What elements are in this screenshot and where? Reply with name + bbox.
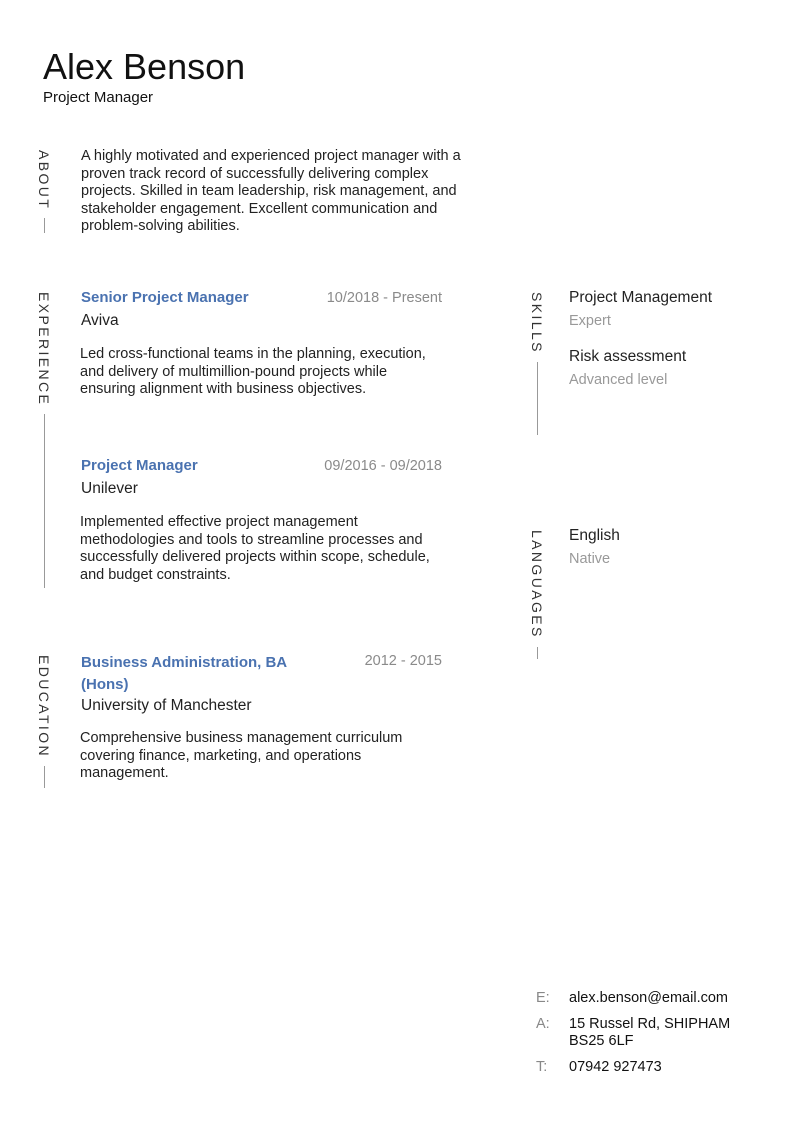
section-divider (44, 414, 45, 588)
skill-level: Expert (569, 313, 611, 329)
address-line-1: 15 Russel Rd, SHIPHAM (569, 1016, 731, 1032)
email-value[interactable]: alex.benson@email.com (569, 990, 728, 1006)
skill-name: Risk assessment (569, 348, 687, 365)
section-label-about (35, 150, 53, 233)
section-label-text: SKILLS (529, 292, 545, 354)
education-description: Comprehensive business management curriculum covering finance, marketing, and operations management. (80, 730, 403, 782)
section-divider (537, 647, 538, 659)
skill-name: Project Management (569, 289, 713, 306)
job-dates: 10/2018 - Present (326, 290, 442, 306)
phone-label: T: (536, 1059, 548, 1075)
company-name: Unilever (81, 480, 138, 497)
address-label: A: (536, 1016, 550, 1032)
candidate-title: Project Manager (43, 89, 154, 106)
job-dates: 09/2016 - 09/2018 (324, 458, 442, 474)
candidate-name: Alex Benson (43, 46, 246, 87)
address-line-2: BS25 6LF (569, 1033, 634, 1049)
section-label-text: LANGUAGES (529, 530, 545, 639)
school-name: University of Manchester (81, 697, 252, 714)
section-label-languages (528, 530, 546, 659)
section-label-text: EDUCATION (36, 655, 52, 759)
section-label-education (35, 655, 53, 788)
experience-entry (81, 289, 249, 306)
section-label-experience (35, 292, 53, 588)
section-label-text: EXPERIENCE (36, 292, 52, 407)
language-name: English (569, 527, 620, 544)
section-label-text: ABOUT (36, 150, 52, 211)
company-name: Aviva (81, 312, 119, 329)
skill-level: Advanced level (569, 372, 668, 388)
section-divider (537, 362, 538, 435)
language-level: Native (569, 551, 611, 567)
job-description: Implemented effective project management methodologies and tools to streamline processes and successfully delivered projects within scope, schedule, and budget constraints. (80, 514, 430, 583)
job-description: Led cross-functional teams in the planning, execution, and delivery of multimillion-pound projects while ensuring alignment with business objectives. (80, 346, 426, 398)
job-title: Senior Project Manager (81, 289, 249, 306)
degree-title: Business Administration, BA (Hons) (81, 654, 287, 693)
section-label-skills (528, 292, 546, 435)
section-divider (44, 218, 45, 233)
education-dates: 2012 - 2015 (364, 653, 442, 669)
about-text: A highly motivated and experienced project manager with a proven track record of successfully delivering complex projects. Skilled in team leadership, risk management, and stakeholder engagement. Excellent communication and problem-solving abilities. (81, 148, 461, 235)
email-label: E: (536, 990, 550, 1006)
phone-value[interactable]: 07942 927473 (569, 1059, 662, 1075)
section-divider (44, 766, 45, 788)
job-title: Project Manager (81, 457, 198, 474)
